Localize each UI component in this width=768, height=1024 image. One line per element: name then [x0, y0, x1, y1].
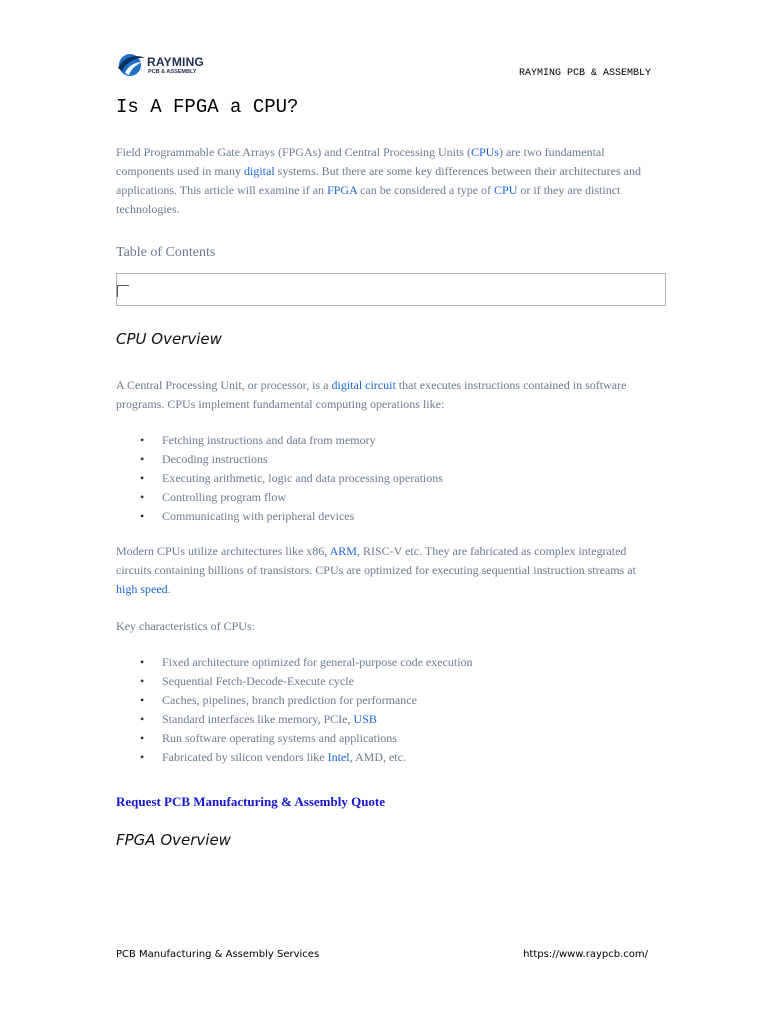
text-run: .: [167, 582, 171, 596]
text-run: Sequential Fetch-Decode-Execute cycle: [162, 674, 354, 688]
list-item: [140, 469, 443, 488]
list-item: [140, 691, 473, 710]
toc-box: [116, 273, 666, 306]
list-item: [140, 431, 443, 450]
inline-link[interactable]: CPUs: [470, 145, 499, 159]
fpga-overview-heading: FPGA Overview: [116, 831, 231, 849]
text-run: A Central Processing Unit, or processor, is a: [116, 378, 332, 392]
rayming-logo: [116, 52, 216, 80]
text-run: Fabricated by silicon vendors like: [162, 750, 328, 764]
text-run: Executing arithmetic, logic and data processing operations: [162, 471, 443, 485]
inline-link[interactable]: USB: [353, 712, 377, 726]
text-run: Field Programmable Gate Arrays (FPGAs) and Central Processing Units (: [116, 145, 471, 159]
text-run: ) are two fundamental components used in many: [116, 145, 605, 178]
list-item: [140, 653, 473, 672]
logo-name: RAYMING: [147, 55, 204, 69]
footer-services: PCB Manufacturing & Assembly Services: [116, 949, 320, 960]
inline-link[interactable]: high speed: [116, 582, 168, 596]
page-title: Is A FPGA a CPU?: [116, 96, 299, 118]
logo-swirl-icon: [116, 52, 146, 78]
logo-subtitle: PCB & ASSEMBLY: [148, 69, 197, 75]
list-item: [140, 488, 443, 507]
cpu-paragraph-2: [116, 542, 644, 599]
text-run: or if they are distinct technologies.: [116, 183, 621, 216]
text-run: Modern CPUs utilize architectures like x86,: [116, 544, 330, 558]
list-item: [140, 748, 473, 767]
request-quote-link[interactable]: Request PCB Manufacturing & Assembly Quote: [116, 794, 386, 809]
text-run: Controlling program flow: [162, 490, 286, 504]
text-run: , RISC-V etc. They are fabricated as complex integrated circuits containing billions of transistors. CPUs are optimized for executing sequential instruction streams at: [116, 544, 636, 577]
text-run: Standard interfaces like memory, PCIe,: [162, 712, 354, 726]
text-run: Key characteristics of CPUs:: [116, 619, 255, 633]
cpu-overview-heading: CPU Overview: [116, 330, 222, 348]
footer-url: https://www.raypcb.com/: [523, 949, 648, 960]
text-run: Decoding instructions: [162, 452, 268, 466]
inline-link[interactable]: CPU: [494, 183, 518, 197]
intro-paragraph: [116, 143, 644, 219]
cpu-characteristics-list: [140, 653, 473, 767]
list-item: [140, 672, 473, 691]
inline-link[interactable]: Intel: [327, 750, 350, 764]
text-run: Caches, pipelines, branch prediction for performance: [162, 693, 417, 707]
inline-link[interactable]: ARM: [329, 544, 357, 558]
list-item: [140, 729, 473, 748]
cpu-paragraph-3: [116, 617, 644, 636]
list-item: [140, 710, 473, 729]
cpu-paragraph-1: [116, 376, 644, 414]
text-run: Communicating with peripheral devices: [162, 509, 355, 523]
header-company-name: RAYMING PCB & ASSEMBLY: [518, 68, 651, 79]
cpu-operations-list: [140, 431, 443, 526]
text-run: systems. But there are some key differences between their architectures and applications. This article will examine if an: [116, 164, 641, 197]
inline-link[interactable]: FPGA: [327, 183, 358, 197]
toc-toggle-icon[interactable]: [117, 285, 129, 297]
toc-label: Table of Contents: [116, 245, 216, 260]
text-run: that executes instructions contained in software programs. CPUs implement fundamental computing operations like:: [116, 378, 627, 411]
text-run: Fixed architecture optimized for general-purpose code execution: [162, 655, 473, 669]
text-run: Run software operating systems and applications: [162, 731, 397, 745]
text-run: can be considered a type of: [357, 183, 495, 197]
inline-link[interactable]: digital circuit: [331, 378, 396, 392]
inline-link[interactable]: digital: [243, 164, 275, 178]
list-item: [140, 450, 443, 469]
text-run: , AMD, etc.: [349, 750, 406, 764]
text-run: Fetching instructions and data from memory: [162, 433, 376, 447]
list-item: [140, 507, 443, 526]
